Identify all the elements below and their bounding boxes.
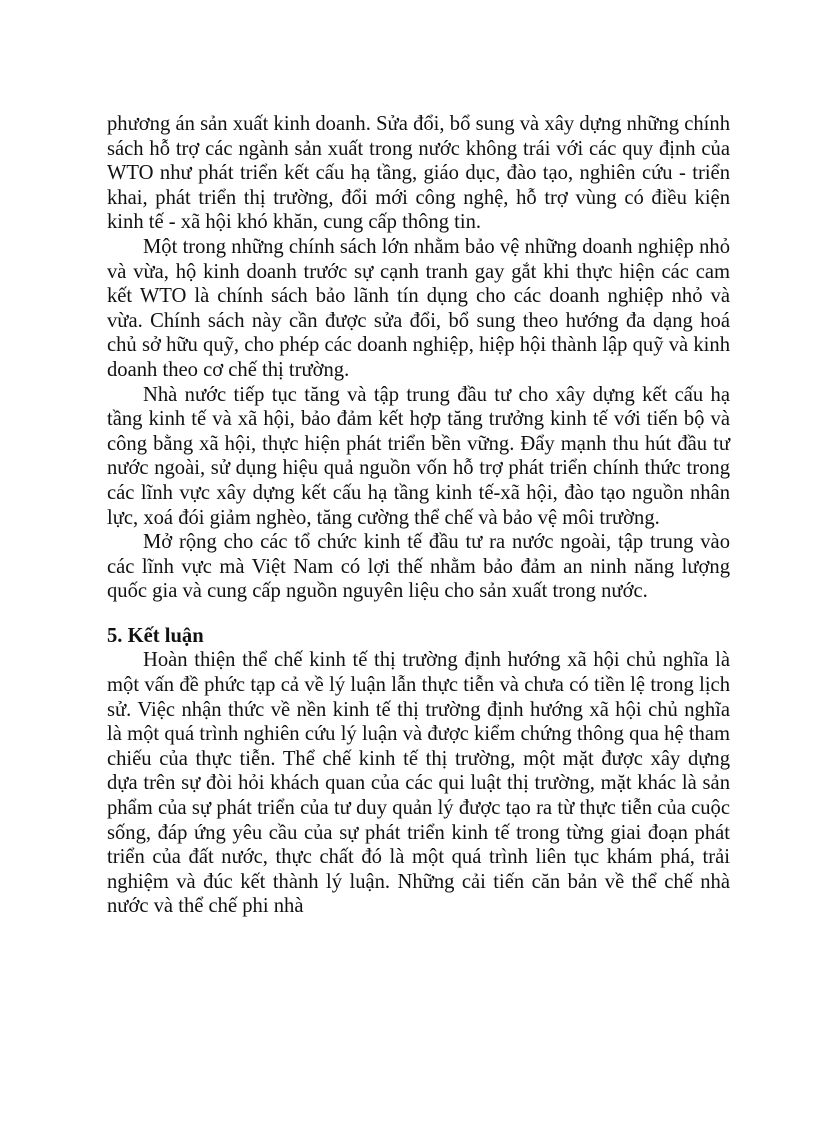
section-heading-conclusion: 5. Kết luận: [107, 624, 204, 647]
paragraph-outward-investment: Mở rộng cho các tổ chức kinh tế đầu tư ra nước ngoài, tập trung vào các lĩnh vực mà Việt Nam có lợi thế nhằm bảo đảm an ninh năng lượng quốc gia và cung cấp nguồn nguyên liệu cho sản xuất trong nước.: [107, 531, 730, 603]
paragraph-conclusion: Hoàn thiện thể chế kinh tế thị trường định hướng xã hội chủ nghĩa là một vấn đề phức tạp cả về lý luận lẫn thực tiễn và chưa có tiền lệ trong lịch sử. Việc nhận thức về nền kinh tế thị trường định hướng xã hội chủ nghĩa là một quá trình nghiên cứu lý luận và được kiểm chứng thông qua hệ tham chiếu của thực tiễn. Thể chế kinh tế thị trường, một mặt được xây dựng dựa trên sự đòi hỏi khách quan của các qui luật thị trường, mặt khác là sản phẩm của sự phát triển của tư duy quản lý được tạo ra từ thực tiễn của cuộc sống, đáp ứng yêu cầu của sự phát triển kinh tế trong từng giai đoạn phát triển của đất nước, thực chất đó là một quá trình liên tục khám phá, trải nghiệm và đúc kết thành lý luận. Những cải tiến căn bản về thể chế nhà nước và thể chế phi nhà: [107, 649, 730, 918]
paragraph-infrastructure-investment: Nhà nước tiếp tục tăng và tập trung đầu tư cho xây dựng kết cấu hạ tầng kinh tế và xã hội, bảo đảm kết hợp tăng trưởng kinh tế với tiến bộ và công bằng xã hội, thực hiện phát triển bền vững. Đẩy mạnh thu hút đầu tư nước ngoài, sử dụng hiệu quả nguồn vốn hỗ trợ phát triển chính thức trong các lĩnh vực xây dựng kết cấu hạ tầng kinh tế-xã hội, đào tạo nguồn nhân lực, xoá đói giảm nghèo, tăng cường thể chế và bảo vệ môi trường.: [107, 383, 730, 529]
document-page: [107, 112, 730, 919]
paragraph-credit-guarantee-policy: Một trong những chính sách lớn nhằm bảo vệ những doanh nghiệp nhỏ và vừa, hộ kinh doanh trước sự cạnh tranh gay gắt khi thực hiện các cam kết WTO là chính sách bảo lãnh tín dụng cho các doanh nghiệp nhỏ và vừa. Chính sách này cần được sửa đổi, bổ sung theo hướng đa dạng hoá chủ sở hữu quỹ, cho phép các doanh nghiệp, hiệp hội thành lập quỹ và kinh doanh theo cơ chế thị trường.: [107, 235, 730, 381]
paragraph-continuation: phương án sản xuất kinh doanh. Sửa đổi, bổ sung và xây dựng những chính sách hỗ trợ các ngành sản xuất trong nước không trái với các quy định của WTO như phát triển kết cấu hạ tầng, giáo dục, đào tạo, nghiên cứu - triển khai, phát triển thị trường, đổi mới công nghệ, hỗ trợ vùng có điều kiện kinh tế - xã hội khó khăn, cung cấp thông tin.: [107, 113, 730, 234]
